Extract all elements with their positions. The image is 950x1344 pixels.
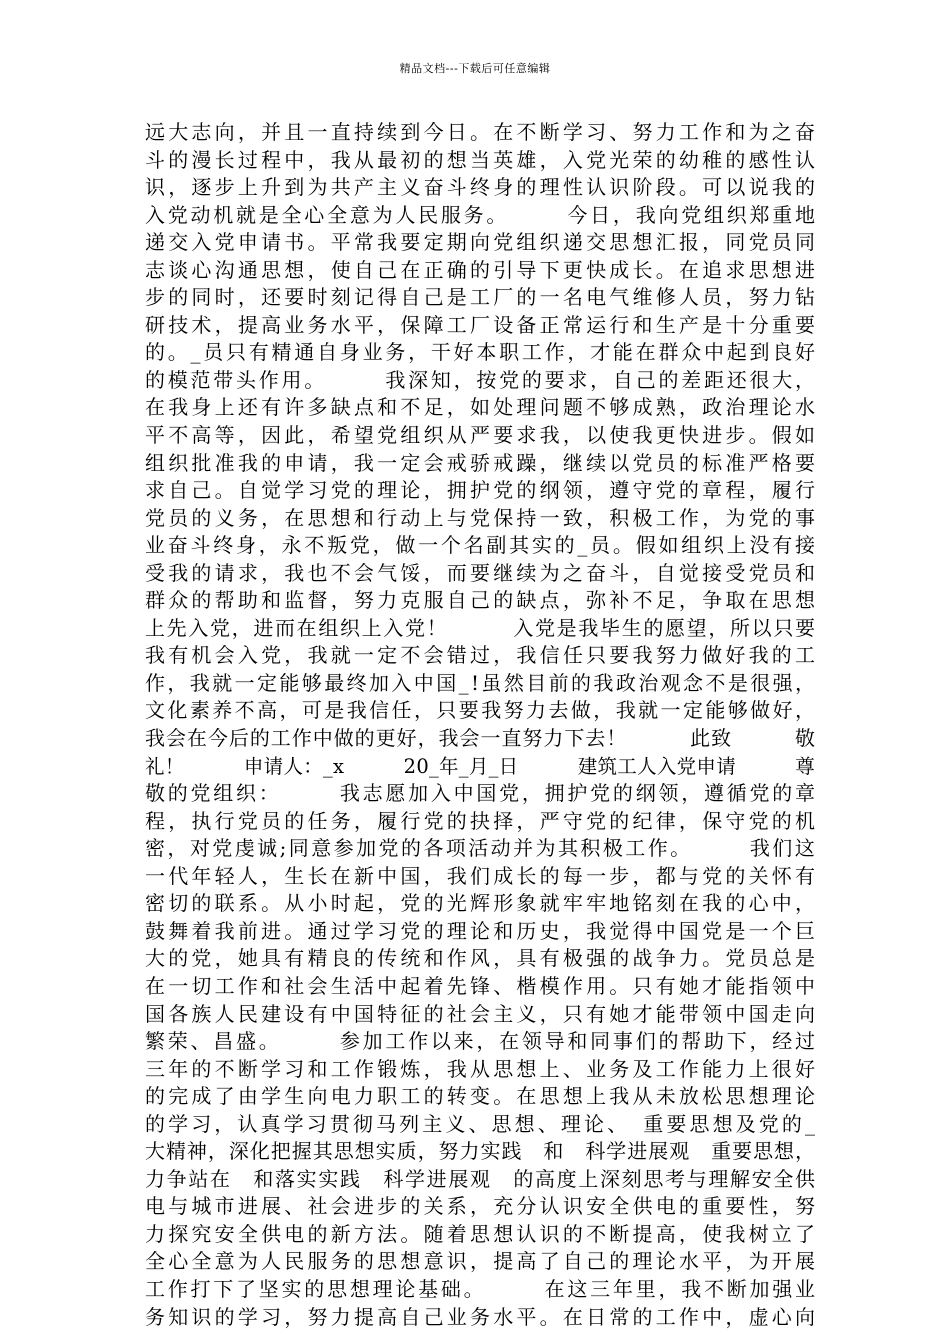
text-line: 步的同时，还要时刻记得自己是工厂的一名电气维修人员，努力钻 (145, 285, 819, 310)
text-line: 的。_员只有精通自身业务，干好本职工作，才能在群众中起到良好 (145, 340, 818, 365)
text-line: 求自己。自觉学习党的理论，拥护党的纲领，遵守党的章程，履行 (145, 478, 819, 503)
text-line: 受我的请求，我也不会气馁，而要继续为之奋斗，自觉接受党员和 (145, 560, 819, 585)
text-line: 务知识的学习，努力提高自己业务水平。在日常的工作中，虚心向 (145, 1304, 819, 1329)
text-line: 全心全意为人民服务的思想意识，提高了自己的理论水平，为开展 (145, 1249, 819, 1274)
text-line: 在我身上还有许多缺点和不足，如处理问题不够成熟，政治理论水 (145, 395, 819, 420)
text-line: 繁荣、昌盛。 参加工作以来，在领导和同事们的帮助下，经过 (145, 1029, 818, 1054)
text-line: 的完成了由学生向电力职工的转变。在思想上我从未放松思想理论 (145, 1084, 819, 1109)
text-line: 大精神，深化把握其思想实质，努力实践 和 科学进展观 重要思想， (145, 1139, 816, 1164)
document-body (145, 119, 819, 1331)
text-line: 的学习，认真学习贯彻马列主义、思想、理论、 重要思想及党的_ (145, 1111, 819, 1136)
text-line: 密切的联系。从小时起，党的光辉形象就牢牢地铭刻在我的心中， (145, 891, 819, 916)
text-line: 递交入党申请书。平常我要定期向党组织递交思想汇报，同党员同 (145, 230, 819, 255)
text-line: 我会在今后的工作中做的更好，我会一直努力下去！ 此致 敬 (145, 726, 816, 751)
text-line: 入党动机就是全心全意为人民服务。 今日，我向党组织郑重地 (145, 202, 818, 227)
text-line: 鼓舞着我前进。通过学习党的理论和历史，我觉得中国党是一个巨 (145, 918, 819, 943)
text-line: 电与城市进展、社会进步的关系，充分认识安全供电的重要性，努 (145, 1194, 819, 1219)
text-line: 文化素养不高，可是我信任，只要我努力去做，我就一定能够做好， (145, 698, 818, 723)
text-line: 远大志向，并且一直持续到今日。在不断学习、努力工作和为之奋 (145, 120, 819, 144)
text-line: 程，执行党员的任务，履行党的抉择，严守党的纪律，保守党的机 (145, 808, 819, 833)
text-line: 敬的党组织： 我志愿加入中国党，拥护党的纲领，遵循党的章 (145, 781, 818, 806)
text-line: 平不高等，因此，希望党组织从严要求我，以使我更快进步。假如 (145, 423, 819, 448)
text-line: 一代年轻人，生长在新中国，我们成长的每一步，都与党的关怀有 (145, 863, 819, 888)
text-line: 礼！ 申请人：_x 20_年_月_日 建筑工人入党申请 尊 (145, 754, 816, 778)
page-header: 精品文档---下载后可任意编辑 (399, 62, 551, 75)
text-line: 在一切工作和社会生活中起着先锋、楷模作用。只有她才能指领中 (145, 973, 819, 998)
text-line: 识，逐步上升到为共产主义奋斗终身的理性认识阶段。可以说我的 (145, 175, 819, 200)
text-line: 业奋斗终身，永不叛党，做一个名副其实的_员。假如组织上没有接 (145, 533, 818, 558)
text-line: 力争站在 和落实实践 科学进展观 的高度上深刻思考与理解安全供 (145, 1166, 817, 1191)
text-line: 研技术，提高业务水平，保障工厂设备正常运行和生产是十分重要 (145, 312, 819, 337)
text-line: 大的党，她具有精良的传统和作风，具有极强的战争力。党员总是 (145, 946, 819, 971)
text-line: 力探究安全供电的新方法。随着思想认识的不断提高，使我树立了 (145, 1221, 819, 1246)
text-line: 我有机会入党，我就一定不会错过，我信任只要我努力做好我的工 (145, 643, 819, 668)
text-line: 作，我就一定能够最终加入中国_!虽然目前的我政治观念不是很强， (145, 670, 818, 695)
text-line: 志谈心沟通思想，使自己在正确的引导下更快成长。在追求思想进 (145, 257, 819, 282)
text-line: 斗的漫长过程中，我从最初的想当英雄，入党光荣的幼稚的感性认 (145, 147, 819, 172)
text-line: 国各族人民建设有中国特征的社会主义，只有她才能带领中国走向 (145, 1001, 819, 1026)
text-line: 密，对党虔诚;同意参加党的各项活动并为其积极工作。 我们这 (145, 836, 818, 861)
text-line: 工作打下了坚实的思想理论基础。 在这三年里，我不断加强业 (145, 1276, 818, 1301)
text-line: 组织批准我的申请，我一定会戒骄戒躁，继续以党员的标准严格要 (145, 450, 819, 475)
text-line: 党员的义务，在思想和行动上与党保持一致，积极工作，为党的事 (145, 505, 819, 530)
text-line: 上先入党，进而在组织上入党！ 入党是我毕生的愿望，所以只要 (145, 615, 817, 640)
text-line: 群众的帮助和监督，努力克服自己的缺点，弥补不足，争取在思想 (145, 588, 819, 613)
text-line: 三年的不断学习和工作锻炼，我从思想上、业务及工作能力上很好 (145, 1056, 819, 1081)
text-line: 的模范带头作用。 我深知，按党的要求，自己的差距还很大， (145, 367, 818, 392)
